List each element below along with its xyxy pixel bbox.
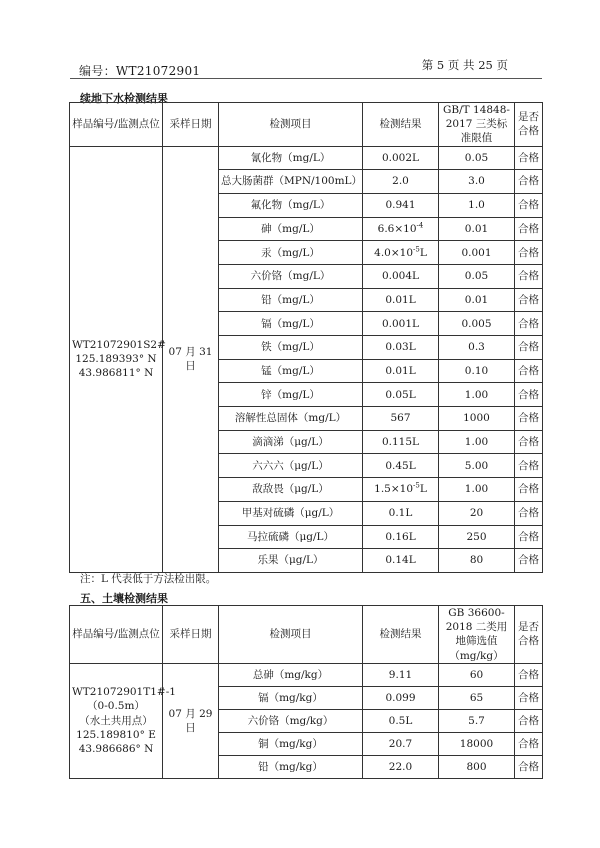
result-value: 0.01L [385, 364, 416, 377]
pass-cell: 合格 [515, 264, 543, 288]
test-item-cell: 敌敌畏（μg/L） [219, 478, 363, 502]
pass-cell: 合格 [515, 359, 543, 383]
test-item-cell: 镉（mg/kg） [219, 686, 363, 709]
sample-line: WT21072901S2# [72, 338, 166, 351]
limit-cell: 0.05 [439, 264, 515, 288]
test-item-cell: 镉（mg/L） [219, 312, 363, 336]
sample-line: WT21072901T1#-1 [72, 686, 176, 699]
pass-cell: 合格 [515, 478, 543, 502]
limit-cell: 60 [439, 663, 515, 686]
test-item-cell: 六价铬（mg/kg） [219, 709, 363, 732]
test-item-cell: 滴滴涕（μg/L） [219, 430, 363, 454]
result-cell [363, 359, 439, 383]
result-suffix: L [419, 246, 427, 259]
result-exponent: -5 [413, 481, 420, 490]
limit-cell: 5.00 [439, 454, 515, 478]
limit-cell: 18000 [439, 732, 515, 755]
col-header-result: 检测结果 [363, 103, 439, 147]
page-indicator: 第 5 页 共 25 页 [421, 58, 508, 72]
table-header-row [70, 606, 543, 664]
pass-cell: 合格 [515, 146, 543, 170]
result-cell [363, 383, 439, 407]
test-item-cell: 砷（mg/L） [219, 217, 363, 241]
result-value: 0.45L [385, 459, 416, 472]
test-item-cell: 铁（mg/L） [219, 336, 363, 360]
col-header-result: 检测结果 [363, 606, 439, 664]
soil-results-table [69, 605, 543, 779]
table-row [70, 146, 543, 170]
result-cell [363, 288, 439, 312]
result-suffix: L [419, 483, 427, 496]
groundwater-results-table [69, 102, 543, 573]
limit-cell: 250 [439, 525, 515, 549]
result-value: 0.941 [385, 199, 416, 212]
soil-section-title: 五、土壤检测结果 [80, 592, 168, 605]
pass-cell: 合格 [515, 525, 543, 549]
sample-line: （水土共用点） [79, 714, 153, 727]
result-value: 0.004L [381, 270, 420, 283]
result-cell [363, 525, 439, 549]
pass-cell: 合格 [515, 686, 543, 709]
pass-cell: 合格 [515, 193, 543, 217]
table-header-row [70, 103, 543, 147]
limit-cell: 65 [439, 686, 515, 709]
sample-date-cell: 07 月 29 日 [163, 663, 219, 778]
pass-cell: 合格 [515, 383, 543, 407]
test-item-cell: 总砷（mg/kg） [219, 663, 363, 686]
result-cell [363, 264, 439, 288]
result-cell [363, 217, 439, 241]
limit-cell: 80 [439, 549, 515, 573]
test-item-cell: 乐果（μg/L） [219, 549, 363, 573]
pass-cell: 合格 [515, 217, 543, 241]
pass-cell: 合格 [515, 549, 543, 573]
limit-cell: 0.05 [439, 146, 515, 170]
footnote: 注：L 代表低于方法检出限。 [80, 573, 217, 585]
limit-cell: 1.0 [439, 193, 515, 217]
sample-line: 43.986811° N [78, 367, 154, 380]
col-header-sample: 样品编号/监测点位 [70, 103, 163, 147]
test-item-cell: 锰（mg/L） [219, 359, 363, 383]
header-divider [70, 78, 542, 79]
sample-id-cell [70, 663, 176, 778]
result-value: 0.001L [381, 317, 420, 330]
limit-cell: 0.005 [439, 312, 515, 336]
result-cell [363, 663, 439, 686]
result-cell [363, 549, 439, 573]
sample-line: 125.189393° N [75, 353, 157, 366]
result-value: 0.099 [385, 691, 416, 704]
result-cell [363, 709, 439, 732]
result-value: 22.0 [388, 760, 413, 773]
test-item-cell: 铅（mg/kg） [219, 755, 363, 778]
col-header-pass: 是否合格 [515, 606, 543, 664]
result-cell [363, 430, 439, 454]
pass-cell: 合格 [515, 170, 543, 194]
result-value: 0.002L [381, 151, 420, 164]
result-cell [363, 686, 439, 709]
col-header-standard: GB/T 14848-2017 三类标准限值 [439, 103, 515, 147]
limit-cell: 0.01 [439, 217, 515, 241]
col-header-item: 检测项目 [219, 606, 363, 664]
limit-cell: 0.01 [439, 288, 515, 312]
result-value: 0.1L [388, 507, 413, 520]
result-cell [363, 193, 439, 217]
pass-cell: 合格 [515, 732, 543, 755]
test-item-cell: 氰化物（mg/L） [219, 146, 363, 170]
limit-cell: 3.0 [439, 170, 515, 194]
result-value: 567 [390, 412, 411, 425]
result-cell [363, 755, 439, 778]
pass-cell: 合格 [515, 755, 543, 778]
result-cell [363, 170, 439, 194]
pass-cell: 合格 [515, 241, 543, 265]
pass-cell: 合格 [515, 336, 543, 360]
pass-cell: 合格 [515, 663, 543, 686]
pass-cell: 合格 [515, 407, 543, 431]
result-value: 4.0×10 [374, 246, 414, 259]
result-cell [363, 146, 439, 170]
result-cell [363, 336, 439, 360]
limit-cell: 5.7 [439, 709, 515, 732]
result-value: 2.0 [392, 175, 409, 188]
limit-cell: 0.10 [439, 359, 515, 383]
result-value: 6.6×10 [377, 222, 417, 235]
test-item-cell: 汞（mg/L） [219, 241, 363, 265]
result-cell [363, 478, 439, 502]
limit-cell: 0.001 [439, 241, 515, 265]
pass-cell: 合格 [515, 430, 543, 454]
test-item-cell: 铅（mg/L） [219, 288, 363, 312]
result-exponent: -4 [416, 221, 424, 230]
sample-line: （0-0.5m） [87, 700, 145, 713]
pass-cell: 合格 [515, 454, 543, 478]
result-value: 0.14L [385, 554, 416, 567]
limit-cell: 800 [439, 755, 515, 778]
limit-cell: 1.00 [439, 478, 515, 502]
result-value: 0.115L [381, 436, 420, 449]
result-value: 0.16L [385, 530, 416, 543]
result-cell [363, 501, 439, 525]
test-item-cell: 溶解性总固体（mg/L） [219, 407, 363, 431]
result-cell [363, 454, 439, 478]
limit-cell: 20 [439, 501, 515, 525]
test-item-cell: 锌（mg/L） [219, 383, 363, 407]
test-item-cell: 马拉硫磷（μg/L） [219, 525, 363, 549]
result-value: 0.03L [385, 341, 416, 354]
pass-cell: 合格 [515, 709, 543, 732]
result-value: 0.5L [388, 714, 413, 727]
sample-line: 43.986686° N [78, 742, 154, 755]
sample-line: 125.189810° E [76, 728, 156, 741]
result-value: 0.05L [385, 388, 416, 401]
limit-cell: 0.3 [439, 336, 515, 360]
result-value: 9.11 [388, 668, 413, 681]
pass-cell: 合格 [515, 288, 543, 312]
test-item-cell: 铜（mg/kg） [219, 732, 363, 755]
result-value: 20.7 [388, 737, 413, 750]
sample-id-cell [70, 146, 166, 572]
col-header-standard: GB 36600-2018 二类用地筛选值（mg/kg） [439, 606, 515, 664]
report-number: 编号：WT21072901 [79, 64, 201, 78]
limit-cell: 1.00 [439, 383, 515, 407]
test-item-cell: 氟化物（mg/L） [219, 193, 363, 217]
result-exponent: -5 [413, 245, 420, 254]
col-header-date: 采样日期 [163, 103, 219, 147]
col-header-item: 检测项目 [219, 103, 363, 147]
result-value: 0.01L [385, 293, 416, 306]
pass-cell: 合格 [515, 312, 543, 336]
limit-cell: 1000 [439, 407, 515, 431]
pass-cell: 合格 [515, 501, 543, 525]
test-item-cell: 六六六（μg/L） [219, 454, 363, 478]
groundwater-section-title: 续地下水检测结果 [80, 92, 168, 105]
result-cell [363, 732, 439, 755]
col-header-pass: 是否合格 [515, 103, 543, 147]
test-item-cell: 总大肠菌群（MPN/100mL） [219, 170, 363, 194]
result-cell [363, 407, 439, 431]
table-row [70, 663, 543, 686]
result-cell [363, 241, 439, 265]
sample-date-cell: 07 月 31 日 [163, 146, 219, 572]
limit-cell: 1.00 [439, 430, 515, 454]
result-cell [363, 312, 439, 336]
col-header-sample: 样品编号/监测点位 [70, 606, 163, 664]
col-header-date: 采样日期 [163, 606, 219, 664]
test-item-cell: 六价铬（mg/L） [219, 264, 363, 288]
result-value: 1.5×10 [374, 483, 414, 496]
test-item-cell: 甲基对硫磷（μg/L） [219, 501, 363, 525]
